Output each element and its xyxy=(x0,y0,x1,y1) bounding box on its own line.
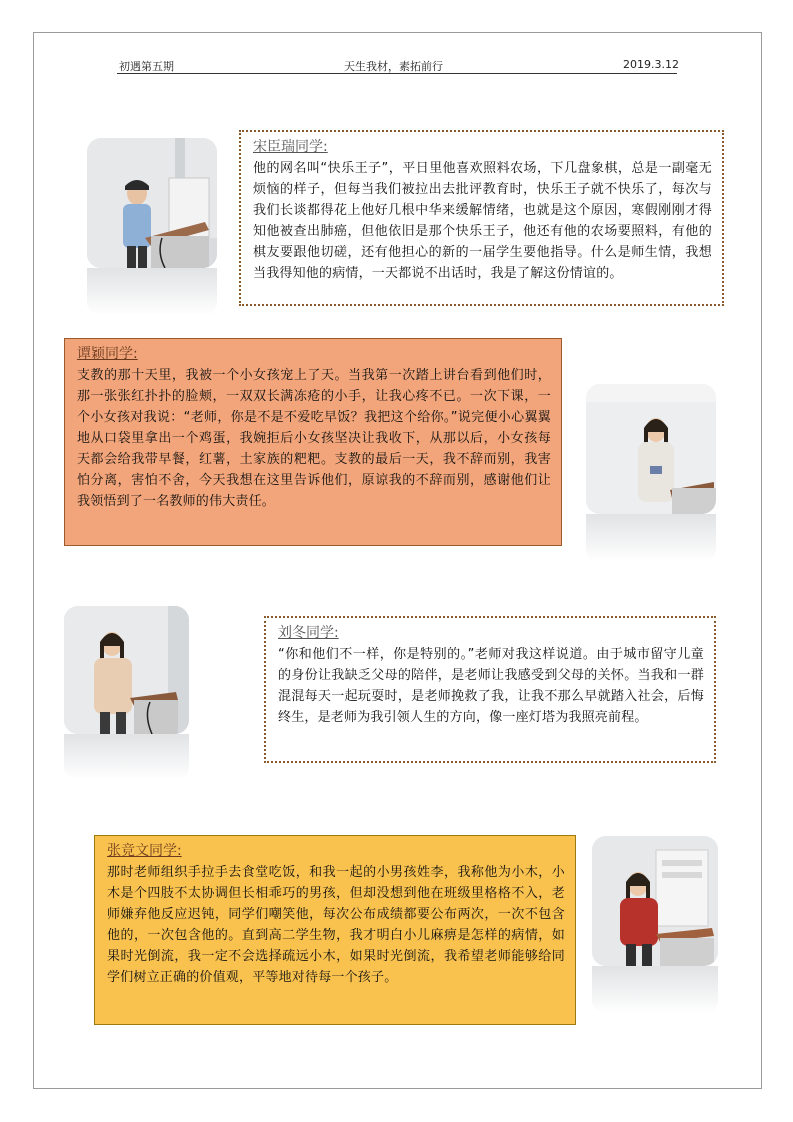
speaker-name: 谭颖同学: xyxy=(77,346,138,362)
testimonial-card-2 xyxy=(64,338,562,546)
testimonial-text: 支教的那十天里，我被一个小女孩宠上了天。当我第一次踏上讲台看到他们时，那一张张红扑扑的脸颊，一双双长满冻疮的小手，让我心疼不已。一次下课，一个小女孩对我说：“老师，你是不是不爱吃早饭？我把这个给你。”说完便小心翼翼地从口袋里拿出一个鸡蛋，我婉拒后小女孩坚决让我收下，从那以后，小女孩每天都会给我带早餐，红薯，土家族的粑粑。支教的最后一天，我不辞而别，我害怕分离，害怕不舍，今天我想在这里告诉他们，原谅我的不辞而别，感谢他们让我领悟到了一名教师的伟大责任。 xyxy=(77,368,551,509)
photo-speaker-2 xyxy=(586,384,716,514)
testimonial-text: 他的网名叫“快乐王子”，平日里他喜欢照料农场，下几盘象棋，总是一副毫无烦恼的样子，但每当我们被拉出去批评教育时，快乐王子就不快乐了，每次与我们长谈都得花上他好几根中华来缓解情绪，也就是这个原因，寒假刚刚才得知他被查出肺癌，但他依旧是那个快乐王子，他还有他的农场要照料，有他的棋友要跟他切磋，还有他担心的新的一届学生要他指导。什么是师生情，我想当我得知他的病情，一天都说不出话时，我是了解这份情谊的。 xyxy=(253,161,712,281)
photo-reflection-2 xyxy=(586,514,716,562)
speaker-name: 张竞文同学: xyxy=(107,843,182,859)
testimonial-card-3 xyxy=(264,616,716,763)
photo-reflection-4 xyxy=(592,966,718,1014)
photo-speaker-4 xyxy=(592,836,718,966)
photo-speaker-3 xyxy=(64,606,189,734)
testimonial-text: 那时老师组织手拉手去食堂吃饭，和我一起的小男孩姓李，我称他为小木，小木是个四肢不太协调但长相乖巧的男孩，但却没想到他在班级里格格不入，老师嫌弃他反应迟钝，同学们嘲笑他，每次公布成绩都要公布两次，一次不包含他的，一次包含他的。直到高二学生物，我才明白小儿麻痹是怎样的病情，如果时光倒流，我一定不会选择疏远小木，如果时光倒流，我希望老师能够给同学们树立正确的价值观，平等地对待每一个孩子。 xyxy=(107,865,565,985)
header-date: 2019.3.12 xyxy=(623,58,679,71)
photo-reflection-3 xyxy=(64,734,189,780)
photo-reflection-1 xyxy=(87,268,217,316)
speaker-name: 刘冬同学: xyxy=(278,625,339,641)
testimonial-text: “你和他们不一样，你是特别的。”老师对我这样说道。由于城市留守儿童的身份让我缺乏父母的陪伴，是老师让我感受到父母的关怀。当我和一群混混每天一起玩耍时，是老师挽救了我，让我不那么早就踏入社会，后悔终生，是老师为我引领人生的方向，像一座灯塔为我照亮前程。 xyxy=(278,647,704,725)
header-issue: 初遇第五期 xyxy=(119,60,174,73)
testimonial-card-4 xyxy=(94,835,576,1025)
photo-speaker-1 xyxy=(87,138,217,268)
header-rule xyxy=(117,73,677,74)
speaker-name: 宋臣瑞同学: xyxy=(253,139,328,155)
testimonial-card-1 xyxy=(239,130,724,306)
header-slogan: 天生我材，素拓前行 xyxy=(344,60,443,73)
